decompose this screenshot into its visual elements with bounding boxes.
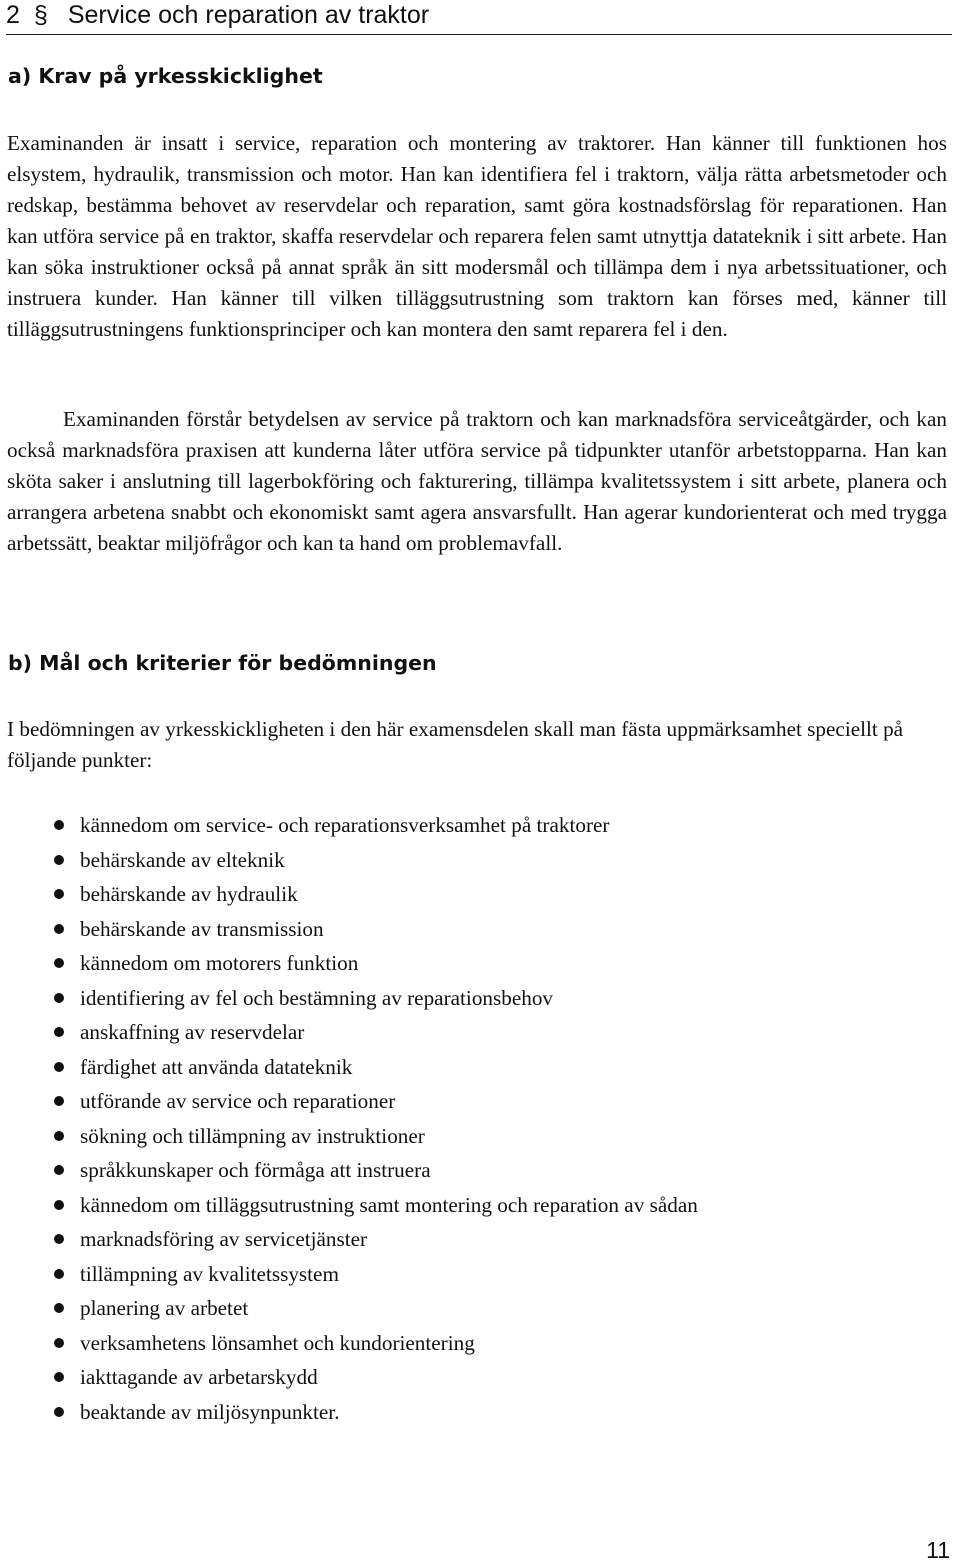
list-item — [54, 1119, 698, 1154]
bullet-icon — [54, 1096, 64, 1106]
list-item — [54, 1360, 698, 1395]
section-b-heading: b) Mål och kriterier för bedömningen — [8, 651, 437, 675]
list-item-text: kännedom om tilläggsutrustning samt montering och reparation av sådan — [80, 1192, 698, 1217]
list-item-text: sökning och tillämpning av instruktioner — [80, 1123, 425, 1148]
list-item-text: tillämpning av kvalitetssystem — [80, 1261, 339, 1286]
list-item-text: beaktande av miljösynpunkter. — [80, 1399, 340, 1424]
list-item — [54, 1257, 698, 1292]
page-number: 11 — [926, 1537, 950, 1563]
list-item-text: språkkunskaper och förmåga att instruera — [80, 1158, 431, 1182]
list-item-text: identifiering av fel och bestämning av reparationsbehov — [80, 985, 554, 1010]
list-item — [54, 843, 698, 878]
list-item — [54, 1050, 698, 1085]
bullet-icon — [54, 1338, 64, 1348]
section-a-paragraph-1: Examinanden är insatt i service, reparation och montering av traktorer. Han känner till funktionen hos elsystem, hydraulik, transmission och motor. Han kan identifiera fel i traktorn, välja rätta arbetsmetoder och redskap, bestämma behovet av reservdelar och reparation, samt göra kostnadsförslag för reparationen. Han kan utföra service på en traktor, skaffa reservdelar och reparera felen samt utnyttja datateknik i sitt arbete. Han kan söka instruktioner också på annat språk än sitt modersmål och tillämpa dem i nya arbetssituationer, och instruera kunder. Han känner till vilken tilläggsutrustning som traktorn kan förses med, känner till tilläggsutrustningens funktionsprinciper och kan montera den samt reparera fel i den. — [7, 131, 947, 341]
list-item — [54, 808, 698, 843]
page-header — [6, 0, 952, 35]
list-item — [54, 1188, 698, 1223]
bullet-icon — [54, 924, 64, 934]
list-item-text: kännedom om motorers funktion — [80, 951, 359, 975]
list-item — [54, 1222, 698, 1257]
section-a-paragraph-2: Examinanden förstår betydelsen av service på traktorn och kan marknadsföra serviceåtgärder, och kan också marknadsföra praxisen att kunderna låter utföra service på tidpunkter utanför arbetstopparna. Han kan sköta saker i anslutning till lagerbokföring och fakturering, tillämpa kvalitetssystem i sitt arbete, planera och arrangera arbetena snabbt och ekonomiskt samt agera ansvarsfullt. Han agerar kundorienterat och med trygga arbetssätt, beaktar miljöfrågor och kan ta hand om problemavfall. — [7, 407, 947, 555]
list-item-text: kännedom om service- och reparationsverksamhet på traktorer — [80, 813, 610, 837]
section-symbol: § — [33, 1, 48, 29]
bullet-icon — [54, 1372, 64, 1382]
bullet-icon — [54, 820, 64, 830]
list-item — [54, 1395, 698, 1430]
list-item-text: färdighet att använda datateknik — [80, 1054, 353, 1079]
list-item-text: marknadsföring av servicetjänster — [80, 1227, 368, 1251]
list-item-text: utförande av service och reparationer — [80, 1089, 396, 1113]
bullet-icon — [54, 1407, 64, 1417]
list-item — [54, 946, 698, 981]
bullet-icon — [54, 1131, 64, 1141]
section-b-intro: I bedömningen av yrkesskickligheten i den här examensdelen skall man fästa uppmärksamhet speciellt på följande punkter: — [7, 717, 904, 772]
list-item — [54, 1326, 698, 1361]
list-item-text: anskaffning av reservdelar — [80, 1020, 305, 1044]
bullet-icon — [54, 958, 64, 968]
list-item — [54, 1015, 698, 1050]
bullet-icon — [54, 855, 64, 865]
list-item-text: planering av arbetet — [80, 1296, 249, 1320]
chapter-number: 2 — [6, 1, 20, 29]
list-item-text: iakttagande av arbetarskydd — [80, 1365, 318, 1389]
bullet-icon — [54, 889, 64, 899]
page-title: Service och reparation av traktor — [67, 1, 430, 29]
bullet-icon — [54, 1027, 64, 1037]
list-item — [54, 981, 698, 1016]
section-a-heading: a) Krav på yrkesskicklighet — [8, 64, 323, 88]
list-item-text: behärskande av hydraulik — [80, 882, 298, 906]
bullet-icon — [54, 1200, 64, 1210]
list-item — [54, 1084, 698, 1119]
list-item — [54, 1153, 698, 1188]
list-item — [54, 877, 698, 912]
bullet-icon — [54, 1165, 64, 1175]
bullet-icon — [54, 1269, 64, 1279]
list-item — [54, 912, 698, 947]
bullet-icon — [54, 993, 64, 1003]
list-item-text: behärskande av elteknik — [80, 847, 285, 872]
criteria-list — [54, 808, 698, 1429]
bullet-icon — [54, 1062, 64, 1072]
list-item — [54, 1291, 698, 1326]
bullet-icon — [54, 1234, 64, 1244]
list-item-text: behärskande av transmission — [80, 916, 324, 941]
list-item-text: verksamhetens lönsamhet och kundorientering — [80, 1330, 475, 1355]
bullet-icon — [54, 1303, 64, 1313]
